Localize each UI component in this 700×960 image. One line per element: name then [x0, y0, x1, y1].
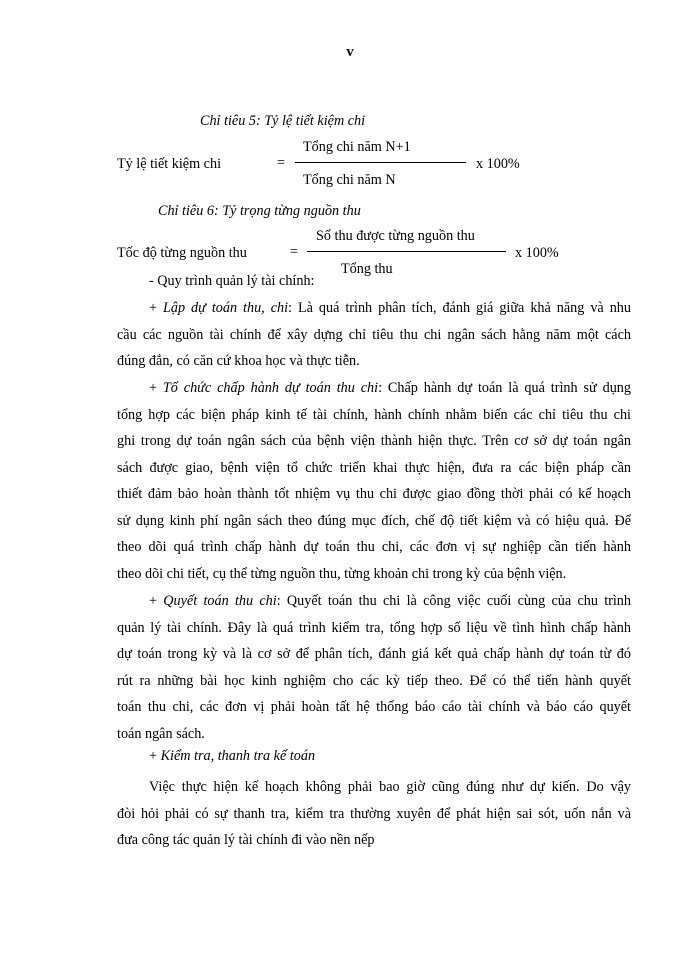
indicator-6-multiplier: x 100%	[515, 245, 559, 261]
section-term: Tổ chức chấp hành dự toán thu chi	[162, 380, 379, 396]
audit-paragraph: Việc thực hiện kế hoạch không phải bao giờ cũng đúng như dự kiến. Do vậy đòi hỏi phải có sự thanh tra, kiểm tra thường xuyên để phát hiện sai sót, uốn nắn và đưa công tác quản lý tài chính đi vào nền nếp	[117, 779, 631, 848]
section-term: Quyết toán thu chi	[163, 593, 277, 609]
section-budget-planning: + Lập dự toán thu, chi: Là quá trình phân tích, đánh giá giữa khả năng và nhu cầu các nguồn tài chính để xây dựng chỉ tiêu thu chi ngân sách hằng năm một cách đúng đắn, có căn cứ khoa học và thực tiễn.	[117, 300, 631, 369]
indicator-5-fraction-bar	[295, 162, 466, 163]
section-settlement: + Quyết toán thu chi: Quyết toán thu chi là công việc cuối cùng của chu trình quản lý tài chính. Đây là quá trình kiểm tra, tổng hợp số liệu về tình hình chấp hành dự toán trong kỳ và là cơ sở để phân tích, đánh giá kết quả chấp hành dự toán từ đó rút ra những bài học kinh nghiệm cho các kỳ tiếp theo. Để có thể tiến hành quyết toán thu chi, các đơn vị phải hoàn tất hệ thống báo cáo tài chính và báo cáo quyết toán ngân sách.	[117, 593, 631, 742]
indicator-6-numerator: Số thu được từng nguồn thu	[316, 228, 475, 244]
audit-heading: + Kiểm tra, thanh tra kế toán	[149, 748, 316, 764]
indicator-5-equals: =	[277, 155, 286, 171]
section-budget-execution: + Tổ chức chấp hành dự toán thu chi: Chấp hành dự toán là quá trình sử dụng tổng hợp các biện pháp kinh tế tài chính, hành chính nhằm biến các chỉ tiêu thu chi ghi trong dự toán ngân sách của bệnh viện thành hiện thực. Trên cơ sở dự toán ngân sách được giao, bệnh viện tổ chức triển khai thực hiện, đưa ra các biện pháp cần thiết đảm bảo hoàn thành tốt nhiệm vụ thu chi được giao đồng thời phải có kế hoạch sử dụng kinh phí ngân sách theo đúng mục đích, chế độ tiết kiệm và có hiệu quả. Để theo dõi quá trình chấp hành dự toán thu chi, các đơn vị sự nghiệp cần tiến hành theo dõi chi tiết, cụ thể từng nguồn thu, từng khoản chi trong kỳ của bệnh viện.	[117, 380, 631, 582]
process-heading: - Quy trình quản lý tài chính:	[149, 273, 315, 289]
indicator-6-fraction-bar	[307, 251, 506, 252]
indicator-6-equals: =	[290, 244, 299, 260]
indicator-6-title: Chỉ tiêu 6: Tỷ trọng từng nguồn thu	[158, 203, 361, 219]
indicator-5-label: Tỷ lệ tiết kiệm chi	[117, 156, 222, 172]
indicator-6-denominator: Tổng thu	[341, 261, 393, 277]
indicator-6-label: Tốc độ từng nguồn thu	[117, 245, 247, 261]
indicator-5-numerator: Tổng chi năm N+1	[303, 139, 411, 155]
page-number: v	[346, 44, 354, 60]
indicator-5-multiplier: x 100%	[476, 156, 520, 172]
indicator-5-denominator: Tổng chi năm N	[303, 172, 396, 188]
section-term: Lập dự toán thu, chi	[162, 300, 289, 316]
indicator-5-title: Chỉ tiêu 5: Tỷ lệ tiết kiệm chi	[200, 113, 366, 129]
